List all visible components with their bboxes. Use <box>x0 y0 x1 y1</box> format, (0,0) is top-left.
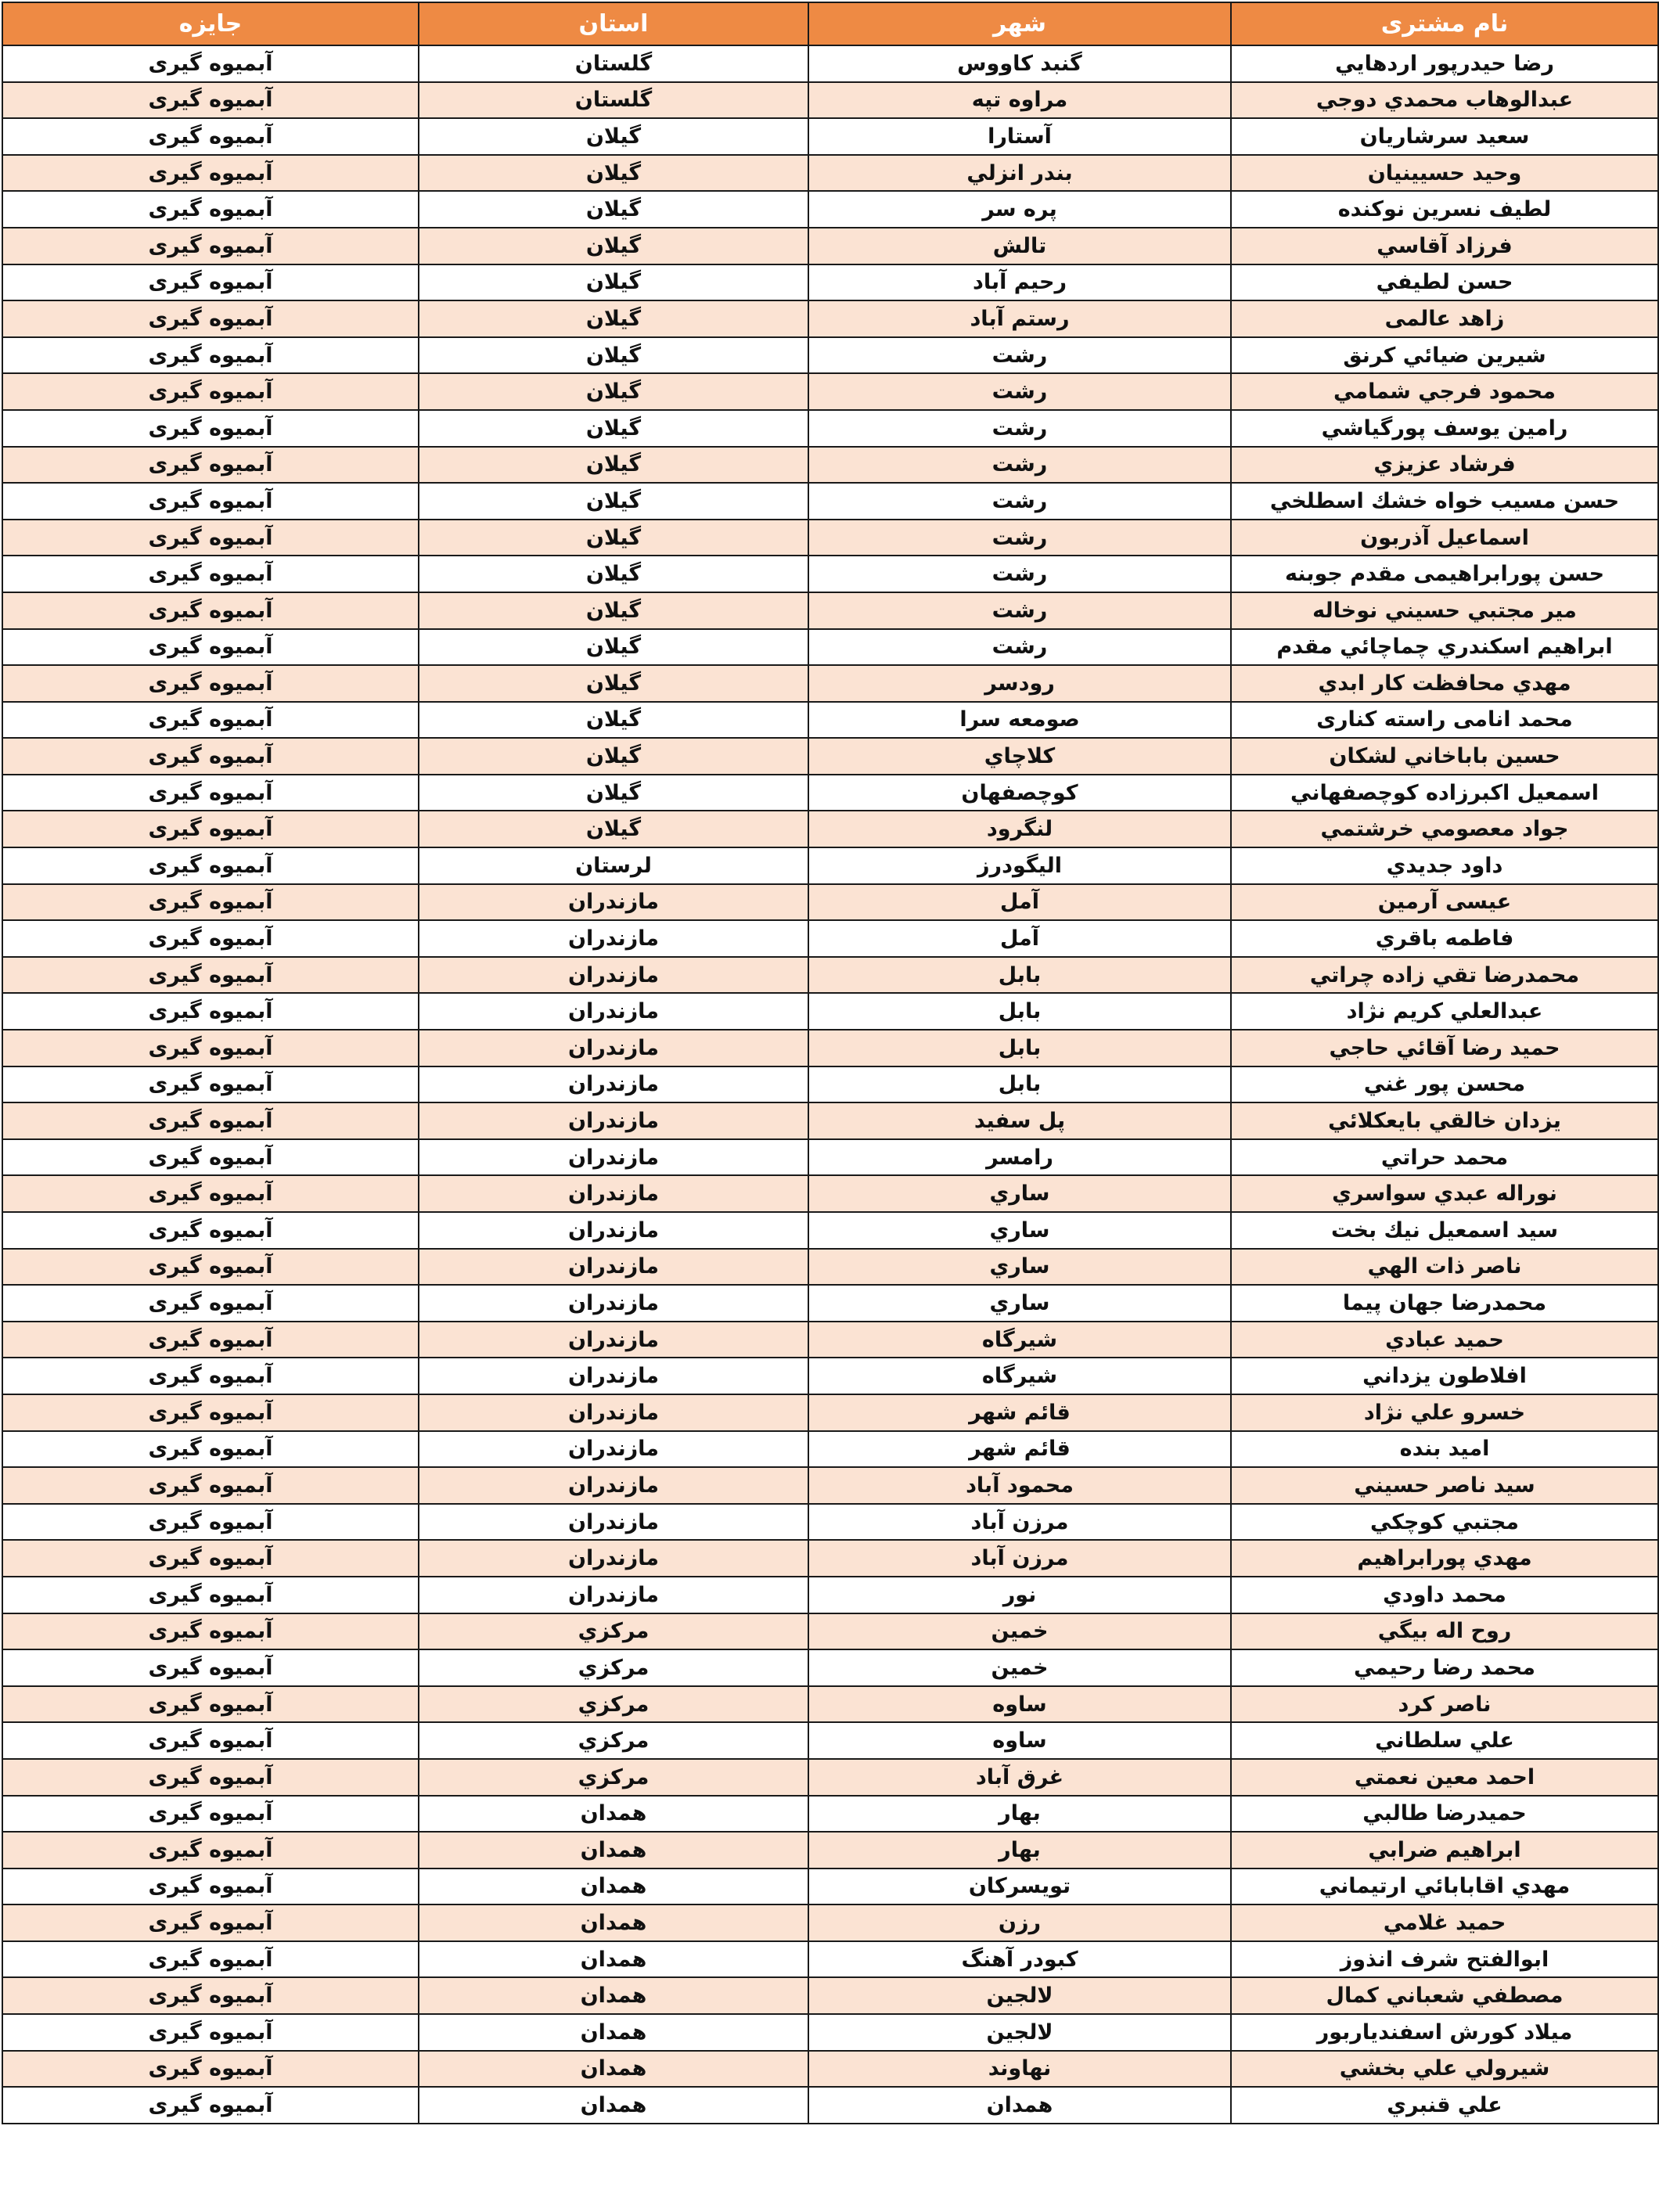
customer-name-cell: حسن پورابراهيمی مقدم جوبنه <box>1231 556 1658 592</box>
province-cell: لرستان <box>419 847 808 884</box>
prize-cell: آبمیوه گیری <box>2 1212 419 1249</box>
table-row <box>2 1504 1658 1541</box>
province-cell: گیلان <box>419 556 808 592</box>
table-row <box>2 884 1658 921</box>
table-row <box>2 2087 1658 2124</box>
customer-name-cell: حسن مسيب خواه خشك اسطلخي <box>1231 483 1658 520</box>
table-row <box>2 447 1658 484</box>
table-row <box>2 373 1658 410</box>
city-cell: رزن <box>808 1904 1231 1941</box>
city-cell: بهار <box>808 1796 1231 1833</box>
province-cell: مازندران <box>419 1358 808 1394</box>
table-row <box>2 520 1658 556</box>
city-cell: رشت <box>808 447 1231 484</box>
table-row <box>2 1285 1658 1322</box>
column-header-city: شهر <box>808 2 1231 45</box>
city-cell: رشت <box>808 556 1231 592</box>
table-row <box>2 1175 1658 1212</box>
city-cell: رشت <box>808 373 1231 410</box>
prize-cell: آبمیوه گیری <box>2 118 419 155</box>
province-cell: گیلان <box>419 191 808 228</box>
prize-cell: آبمیوه گیری <box>2 920 419 957</box>
customer-name-cell: رضا حيدرپور اردهايي <box>1231 45 1658 82</box>
city-cell: رشت <box>808 520 1231 556</box>
province-cell: گیلان <box>419 629 808 666</box>
customer-name-cell: زاهد عالمی <box>1231 300 1658 337</box>
table-row <box>2 1904 1658 1941</box>
customer-name-cell: حميدرضا طالبي <box>1231 1796 1658 1833</box>
city-cell: رحيم آباد <box>808 264 1231 301</box>
province-cell: مازندران <box>419 957 808 994</box>
table-row <box>2 1358 1658 1394</box>
customer-name-cell: شيرولي علي بخشي <box>1231 2051 1658 2088</box>
province-cell: گیلان <box>419 592 808 629</box>
customer-name-cell: حسين باباخاني لشكان <box>1231 738 1658 775</box>
customer-name-cell: شيرين ضيائي كرنق <box>1231 337 1658 374</box>
prize-cell: آبمیوه گیری <box>2 811 419 847</box>
table-row <box>2 702 1658 739</box>
table-row <box>2 300 1658 337</box>
province-cell: مازندران <box>419 1212 808 1249</box>
province-cell: مازندران <box>419 1577 808 1613</box>
province-cell: گیلان <box>419 811 808 847</box>
province-cell: گیلان <box>419 228 808 264</box>
table-row <box>2 1394 1658 1431</box>
prize-cell: آبمیوه گیری <box>2 1686 419 1723</box>
column-header-province: استان <box>419 2 808 45</box>
province-cell: گیلان <box>419 264 808 301</box>
prize-cell: آبمیوه گیری <box>2 993 419 1030</box>
province-cell: گیلان <box>419 702 808 739</box>
table-row <box>2 2014 1658 2051</box>
table-row <box>2 1722 1658 1759</box>
table-row <box>2 957 1658 994</box>
city-cell: رشت <box>808 592 1231 629</box>
prize-cell: آبمیوه گیری <box>2 1102 419 1139</box>
city-cell: رامسر <box>808 1139 1231 1176</box>
table-row <box>2 775 1658 811</box>
province-cell: گیلان <box>419 483 808 520</box>
table-row <box>2 1139 1658 1176</box>
city-cell: پل سفيد <box>808 1102 1231 1139</box>
prize-cell: آبمیوه گیری <box>2 1175 419 1212</box>
province-cell: مازندران <box>419 1249 808 1286</box>
province-cell: همدان <box>419 1977 808 2014</box>
city-cell: ساري <box>808 1212 1231 1249</box>
prize-cell: آبمیوه گیری <box>2 447 419 484</box>
table-row <box>2 920 1658 957</box>
table-row <box>2 45 1658 82</box>
table-row <box>2 1869 1658 1905</box>
customer-name-cell: افلاطون يزداني <box>1231 1358 1658 1394</box>
province-cell: مركزي <box>419 1759 808 1796</box>
province-cell: مركزي <box>419 1686 808 1723</box>
customer-name-cell: خسرو علي نژاد <box>1231 1394 1658 1431</box>
province-cell: مازندران <box>419 1102 808 1139</box>
city-cell: گنبد کاووس <box>808 45 1231 82</box>
province-cell: مازندران <box>419 1394 808 1431</box>
prize-cell: آبمیوه گیری <box>2 1832 419 1869</box>
province-cell: گلستان <box>419 82 808 119</box>
customer-name-cell: وحيد حسيينيان <box>1231 155 1658 192</box>
city-cell: قائم شهر <box>808 1394 1231 1431</box>
table-row <box>2 1613 1658 1650</box>
prize-cell: آبمیوه گیری <box>2 1249 419 1286</box>
province-cell: مازندران <box>419 1504 808 1541</box>
city-cell: قائم شهر <box>808 1431 1231 1468</box>
table-row <box>2 410 1658 447</box>
prize-cell: آبمیوه گیری <box>2 1869 419 1905</box>
prize-cell: آبمیوه گیری <box>2 1322 419 1358</box>
city-cell: ساري <box>808 1175 1231 1212</box>
customer-name-cell: فرزاد آقاسي <box>1231 228 1658 264</box>
table-row <box>2 1977 1658 2014</box>
table-row <box>2 1030 1658 1066</box>
table-row <box>2 1649 1658 1686</box>
prize-cell: آبمیوه گیری <box>2 1759 419 1796</box>
city-cell: اليگودرز <box>808 847 1231 884</box>
province-cell: مركزي <box>419 1613 808 1650</box>
table-row <box>2 483 1658 520</box>
city-cell: شيرگاه <box>808 1358 1231 1394</box>
prize-cell: آبمیوه گیری <box>2 410 419 447</box>
prize-cell: آبمیوه گیری <box>2 1139 419 1176</box>
province-cell: مركزي <box>419 1649 808 1686</box>
table-row <box>2 1102 1658 1139</box>
prize-cell: آبمیوه گیری <box>2 300 419 337</box>
province-cell: گیلان <box>419 300 808 337</box>
city-cell: بابل <box>808 957 1231 994</box>
prize-cell: آبمیوه گیری <box>2 337 419 374</box>
prize-cell: آبمیوه گیری <box>2 665 419 702</box>
header-row <box>2 2 1658 45</box>
customer-name-cell: ميلاد كورش اسفندياربور <box>1231 2014 1658 2051</box>
prize-cell: آبمیوه گیری <box>2 45 419 82</box>
customer-name-cell: ناصر كرد <box>1231 1686 1658 1723</box>
province-cell: گیلان <box>419 738 808 775</box>
province-cell: مازندران <box>419 1066 808 1103</box>
province-cell: گیلان <box>419 155 808 192</box>
province-cell: همدان <box>419 2014 808 2051</box>
customer-name-cell: يزدان خالقي بايعكلائي <box>1231 1102 1658 1139</box>
city-cell: خمين <box>808 1649 1231 1686</box>
province-cell: همدان <box>419 1941 808 1978</box>
table-row <box>2 1322 1658 1358</box>
customer-name-cell: عبدالعلي كريم نژاد <box>1231 993 1658 1030</box>
customer-name-cell: احمد معين نعمتي <box>1231 1759 1658 1796</box>
customer-name-cell: محمد انامی راسته کناری <box>1231 702 1658 739</box>
column-header-customer-name: نام مشتری <box>1231 2 1658 45</box>
customer-name-cell: محمد داودي <box>1231 1577 1658 1613</box>
customer-name-cell: داود جديدي <box>1231 847 1658 884</box>
customer-name-cell: حميد رضا آقائي حاجي <box>1231 1030 1658 1066</box>
prize-cell: آبمیوه گیری <box>2 775 419 811</box>
city-cell: ساوه <box>808 1686 1231 1723</box>
prize-cell: آبمیوه گیری <box>2 1722 419 1759</box>
province-cell: مازندران <box>419 1467 808 1504</box>
province-cell: مازندران <box>419 1030 808 1066</box>
customer-name-cell: اسماعيل آذربون <box>1231 520 1658 556</box>
prize-cell: آبمیوه گیری <box>2 373 419 410</box>
prize-cell: آبمیوه گیری <box>2 556 419 592</box>
customer-name-cell: حميد عبادي <box>1231 1322 1658 1358</box>
prize-cell: آبمیوه گیری <box>2 1613 419 1650</box>
customer-name-cell: روح اله بيگي <box>1231 1613 1658 1650</box>
prize-cell: آبمیوه گیری <box>2 1467 419 1504</box>
city-cell: رشت <box>808 337 1231 374</box>
prize-cell: آبمیوه گیری <box>2 1066 419 1103</box>
province-cell: مازندران <box>419 1540 808 1577</box>
table-row <box>2 847 1658 884</box>
table-row <box>2 1686 1658 1723</box>
province-cell: همدان <box>419 1869 808 1905</box>
customer-name-cell: محسن پور غني <box>1231 1066 1658 1103</box>
city-cell: شيرگاه <box>808 1322 1231 1358</box>
prize-cell: آبمیوه گیری <box>2 1394 419 1431</box>
province-cell: مازندران <box>419 1175 808 1212</box>
customer-name-cell: اسمعيل اكبرزاده كوچصفهاني <box>1231 775 1658 811</box>
prize-cell: آبمیوه گیری <box>2 264 419 301</box>
province-cell: گیلان <box>419 373 808 410</box>
customer-name-cell: محمد رضا رحيمي <box>1231 1649 1658 1686</box>
city-cell: رستم آباد <box>808 300 1231 337</box>
customer-name-cell: حميد غلامي <box>1231 1904 1658 1941</box>
prize-cell: آبمیوه گیری <box>2 1977 419 2014</box>
table-row <box>2 1759 1658 1796</box>
customer-name-cell: محمدرضا تقي زاده چراتي <box>1231 957 1658 994</box>
prize-cell: آبمیوه گیری <box>2 957 419 994</box>
province-cell: گیلان <box>419 775 808 811</box>
prize-cell: آبمیوه گیری <box>2 884 419 921</box>
table-row <box>2 1467 1658 1504</box>
customer-name-cell: محمود فرجي شمامي <box>1231 373 1658 410</box>
prize-cell: آبمیوه گیری <box>2 1540 419 1577</box>
customer-name-cell: سيد اسمعيل نيك بخت <box>1231 1212 1658 1249</box>
customer-name-cell: نوراله عبدي سواسري <box>1231 1175 1658 1212</box>
city-cell: بندر انزلي <box>808 155 1231 192</box>
customer-name-cell: ابوالفتح شرف انذوز <box>1231 1941 1658 1978</box>
province-cell: گیلان <box>419 118 808 155</box>
prize-cell: آبمیوه گیری <box>2 1649 419 1686</box>
prize-cell: آبمیوه گیری <box>2 1796 419 1833</box>
province-cell: گیلان <box>419 447 808 484</box>
province-cell: مازندران <box>419 1322 808 1358</box>
city-cell: كلاچاي <box>808 738 1231 775</box>
table-row <box>2 1066 1658 1103</box>
table-row <box>2 738 1658 775</box>
city-cell: مرزن آباد <box>808 1504 1231 1541</box>
province-cell: همدان <box>419 1832 808 1869</box>
prize-cell: آبمیوه گیری <box>2 483 419 520</box>
city-cell: نور <box>808 1577 1231 1613</box>
prize-cell: آبمیوه گیری <box>2 155 419 192</box>
city-cell: آمل <box>808 920 1231 957</box>
table-row <box>2 1540 1658 1577</box>
table-row <box>2 592 1658 629</box>
customer-name-cell: اميد بنده <box>1231 1431 1658 1468</box>
city-cell: آمل <box>808 884 1231 921</box>
customer-name-cell: ابراهيم ضرابي <box>1231 1832 1658 1869</box>
prize-cell: آبمیوه گیری <box>2 520 419 556</box>
customer-name-cell: حسن لطيفي <box>1231 264 1658 301</box>
table-header <box>2 2 1658 45</box>
customer-name-cell: ناصر ذات الهي <box>1231 1249 1658 1286</box>
prize-cell: آبمیوه گیری <box>2 738 419 775</box>
table-row <box>2 228 1658 264</box>
province-cell: همدان <box>419 2051 808 2088</box>
table-row <box>2 1249 1658 1286</box>
province-cell: مازندران <box>419 993 808 1030</box>
city-cell: كبودر آهنگ <box>808 1941 1231 1978</box>
winners-table <box>2 2 1659 2124</box>
table-body <box>2 45 1658 2124</box>
city-cell: لالجين <box>808 2014 1231 2051</box>
table-row <box>2 993 1658 1030</box>
prize-cell: آبمیوه گیری <box>2 2087 419 2124</box>
table-row <box>2 1832 1658 1869</box>
city-cell: آستارا <box>808 118 1231 155</box>
table-row <box>2 1212 1658 1249</box>
city-cell: رودسر <box>808 665 1231 702</box>
city-cell: رشت <box>808 483 1231 520</box>
table-row <box>2 629 1658 666</box>
city-cell: رشت <box>808 410 1231 447</box>
table-row <box>2 1941 1658 1978</box>
customer-name-cell: لطيف نسرين نوكنده <box>1231 191 1658 228</box>
prize-cell: آبمیوه گیری <box>2 1431 419 1468</box>
column-header-prize: جایزه <box>2 2 419 45</box>
city-cell: كوچصفهان <box>808 775 1231 811</box>
table-row <box>2 155 1658 192</box>
customer-name-cell: سيد ناصر حسيني <box>1231 1467 1658 1504</box>
table-row <box>2 118 1658 155</box>
table-row <box>2 2051 1658 2088</box>
prize-cell: آبمیوه گیری <box>2 1577 419 1613</box>
city-cell: مراوه تپه <box>808 82 1231 119</box>
city-cell: تالش <box>808 228 1231 264</box>
customer-name-cell: رامين يوسف پورگياشي <box>1231 410 1658 447</box>
province-cell: همدان <box>419 1904 808 1941</box>
customer-name-cell: جواد معصومي خرشتمي <box>1231 811 1658 847</box>
province-cell: مازندران <box>419 1139 808 1176</box>
city-cell: مرزن آباد <box>808 1540 1231 1577</box>
city-cell: ساري <box>808 1285 1231 1322</box>
prize-cell: آبمیوه گیری <box>2 2014 419 2051</box>
city-cell: خمين <box>808 1613 1231 1650</box>
province-cell: همدان <box>419 1796 808 1833</box>
customer-name-cell: عبدالوهاب محمدي دوجي <box>1231 82 1658 119</box>
province-cell: گیلان <box>419 665 808 702</box>
table-row <box>2 1577 1658 1613</box>
customer-name-cell: مهدي پورابراهيم <box>1231 1540 1658 1577</box>
table-row <box>2 556 1658 592</box>
customer-name-cell: علي قنبري <box>1231 2087 1658 2124</box>
prize-cell: آبمیوه گیری <box>2 1030 419 1066</box>
city-cell: بابل <box>808 1066 1231 1103</box>
customer-name-cell: محمدرضا جهان پيما <box>1231 1285 1658 1322</box>
city-cell: غرق آباد <box>808 1759 1231 1796</box>
province-cell: گیلان <box>419 337 808 374</box>
prize-cell: آبمیوه گیری <box>2 1358 419 1394</box>
table-row <box>2 337 1658 374</box>
city-cell: ساوه <box>808 1722 1231 1759</box>
customer-name-cell: ابراهيم اسكندري چماچائي مقدم <box>1231 629 1658 666</box>
city-cell: بابل <box>808 993 1231 1030</box>
table-row <box>2 264 1658 301</box>
table-row <box>2 1796 1658 1833</box>
customer-name-cell: فاطمه باقري <box>1231 920 1658 957</box>
province-cell: گیلان <box>419 520 808 556</box>
city-cell: لنگرود <box>808 811 1231 847</box>
prize-cell: آبمیوه گیری <box>2 1941 419 1978</box>
province-cell: مازندران <box>419 1431 808 1468</box>
city-cell: همدان <box>808 2087 1231 2124</box>
prize-cell: آبمیوه گیری <box>2 847 419 884</box>
city-cell: محمود آباد <box>808 1467 1231 1504</box>
city-cell: ساري <box>808 1249 1231 1286</box>
prize-cell: آبمیوه گیری <box>2 2051 419 2088</box>
customer-name-cell: مهدي محافظت كار ابدي <box>1231 665 1658 702</box>
prize-cell: آبمیوه گیری <box>2 1285 419 1322</box>
province-cell: گلستان <box>419 45 808 82</box>
table-row <box>2 811 1658 847</box>
customer-name-cell: سعيد سرشاريان <box>1231 118 1658 155</box>
prize-cell: آبمیوه گیری <box>2 592 419 629</box>
city-cell: تويسركان <box>808 1869 1231 1905</box>
table-row <box>2 191 1658 228</box>
customer-name-cell: مير مجتبي حسيني نوخاله <box>1231 592 1658 629</box>
prize-cell: آبمیوه گیری <box>2 191 419 228</box>
table-row <box>2 82 1658 119</box>
province-cell: مازندران <box>419 1285 808 1322</box>
customer-name-cell: عيسی آرمين <box>1231 884 1658 921</box>
city-cell: بابل <box>808 1030 1231 1066</box>
city-cell: نهاوند <box>808 2051 1231 2088</box>
customer-name-cell: فرشاد عزيزي <box>1231 447 1658 484</box>
city-cell: رشت <box>808 629 1231 666</box>
table-row <box>2 1431 1658 1468</box>
customer-name-cell: محمد حراتي <box>1231 1139 1658 1176</box>
province-cell: همدان <box>419 2087 808 2124</box>
province-cell: گیلان <box>419 410 808 447</box>
prize-cell: آبمیوه گیری <box>2 1904 419 1941</box>
table-row <box>2 665 1658 702</box>
prize-cell: آبمیوه گیری <box>2 629 419 666</box>
customer-name-cell: مصطفي شعباني كمال <box>1231 1977 1658 2014</box>
customer-name-cell: مجتبي كوچكي <box>1231 1504 1658 1541</box>
province-cell: مازندران <box>419 920 808 957</box>
customer-name-cell: علي سلطاني <box>1231 1722 1658 1759</box>
prize-cell: آبمیوه گیری <box>2 702 419 739</box>
city-cell: پره سر <box>808 191 1231 228</box>
customer-name-cell: مهدي اقابابائي ارتيماني <box>1231 1869 1658 1905</box>
city-cell: بهار <box>808 1832 1231 1869</box>
city-cell: صومعه سرا <box>808 702 1231 739</box>
prize-cell: آبمیوه گیری <box>2 82 419 119</box>
province-cell: مازندران <box>419 884 808 921</box>
prize-cell: آبمیوه گیری <box>2 1504 419 1541</box>
province-cell: مركزي <box>419 1722 808 1759</box>
city-cell: لالجين <box>808 1977 1231 2014</box>
prize-cell: آبمیوه گیری <box>2 228 419 264</box>
